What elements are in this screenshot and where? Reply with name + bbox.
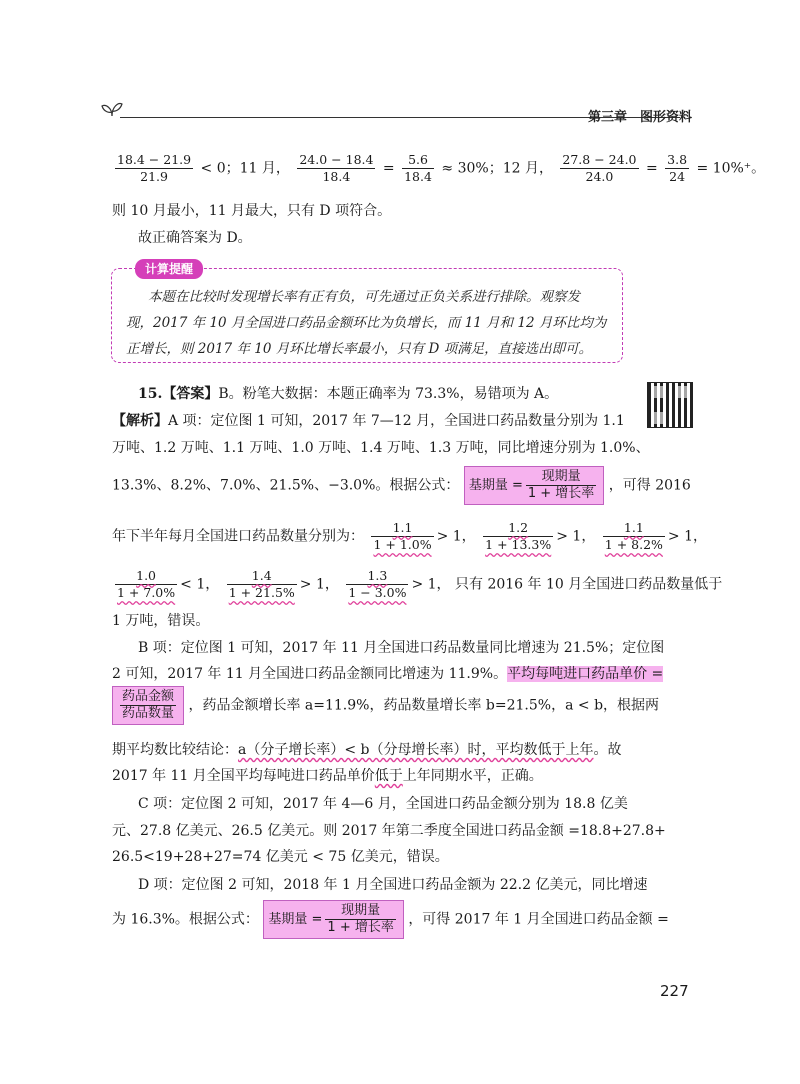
calc-reminder-line-3: 正增长，则 2017 年 10 月环比增长率最小，只有 D 项满足，直接选出即可。 [126,341,593,357]
fraction: $\frac{5.6}{18.4}$ [404,152,432,184]
q15-d1: D 项：定位图 2 可知，2018 年 1 月全国进口药品金额为 22.2 亿美元，同比增速 [138,877,648,893]
fraction: $\frac{1.2}{1 + 13.3\%}$ [485,520,552,552]
formula-box: $\frac{\text{药品金额}}{\text{药品数量}}$ [112,686,184,725]
fraction: $\frac{1.1}{1 + 1.0\%}$ [373,520,432,552]
highlight: 平均每吨进口药品单价 = [507,666,664,682]
calc-reminder-line-2: 现，2017 年 10 月全国进口药品金额环比为负增长，而 11 月和 12 月环比均为 [126,315,607,331]
q15-a4: 年下半年每月全国进口药品数量分别为： $\frac{1.1}{1 + 1.0\%}$ > 1， $\frac{1.2}{1 + 13.3\%}$ > 1， $\frac{1.1}{1 + 8.2\%}$ > 1， [112,520,708,552]
q15-b5: 2017 年 11 月全国平均每吨进口药品单价低于上年同期水平，正确。 [112,768,543,784]
page-number: 227 [660,982,689,1000]
fraction: $\frac{1.4}{1 + 21.5\%}$ [228,568,295,600]
q15-a5: $\frac{1.0}{1 + 7.0\%}$ < 1， $\frac{1.4}{1 + 21.5\%}$ > 1， $\frac{1.3}{1 - 3.0\%}$ > 1， 只有 2016 年 10 月全国进口药品数量低于 [117,568,723,600]
conclusion-line: 则 10 月最小，11 月最大，只有 D 项符合。 [112,203,392,219]
q15-c2: 元、27.8 亿美元、26.5 亿美元。则 2017 年第二季度全国进口药品金额 =18.8+27.8+ [112,823,666,839]
fraction: $\frac{3.8}{24}$ [667,152,688,184]
fraction: $\frac{18.4 - 21.9}{21.9}$ [117,152,192,184]
calc-reminder-line-1: 本题在比较时发现增长率有正有负，可先通过正负关系进行排除。观察发 [148,289,580,305]
fraction: $\frac{27.8 - 24.0}{24.0}$ [562,152,637,184]
q15-answer: 15.【答案】B。粉笔大数据：本题正确率为 73.3%，易错项为 A。 [138,386,559,402]
q15-a6: 1 万吨，错误。 [112,613,210,629]
fraction: $\frac{1.3}{1 - 3.0\%}$ [348,568,407,600]
fraction: $\frac{1.1}{1 + 8.2\%}$ [604,520,663,552]
q15-b1: B 项：定位图 1 可知，2017 年 11 月全国进口药品数量同比增速为 21.5%；定位图 [138,640,665,656]
fraction: $\frac{1.0}{1 + 7.0\%}$ [117,568,176,600]
q15-b3: $\frac{\text{药品金额}}{\text{药品数量}}$ ，药品金额增长率 a=11.9%，药品数量增长率 b=21.5%，a < b，根据两 [112,686,659,725]
formula-box: 基期量 = $\frac{\text{现期量}}{\text{1 + 增长率}}$ [263,900,403,939]
fraction: $\frac{24.0 - 18.4}{18.4}$ [299,152,374,184]
calc-reminder-tag: 计算提醒 [135,259,203,279]
q15-b4: 期平均数比较结论：a（分子增长率）< b（分母增长率）时，平均数低于上年。故 [112,742,622,758]
section-label: 图形资料 [640,110,693,125]
q15-a3: 13.3%、8.2%、7.0%、21.5%、−3.0%。根据公式： 基期量 = $\frac{\text{现期量}}{\text{1 + 增长率}}$ ，可得 2016 [112,466,691,505]
q15-d2: 为 16.3%。根据公式： 基期量 = $\frac{\text{现期量}}{\text{1 + 增长率}}$ ，可得 2017 年 1 月全国进口药品金额 = [112,900,669,939]
answer-line: 故正确答案为 D。 [138,230,252,246]
chapter-label: 第三章 [588,110,628,125]
qr-code-icon[interactable] [647,382,693,428]
q15-b2: 2 可知，2017 年 11 月全国进口药品金额同比增速为 11.9%。平均每吨进口药品单价 = [112,666,664,682]
q15-c1: C 项：定位图 2 可知，2017 年 4—6 月，全国进口药品金额分别为 18.8 亿美 [138,796,628,812]
q15-a2: 万吨、1.2 万吨、1.1 万吨、1.0 万吨、1.4 万吨、1.3 万吨，同比增速分别为 1.0%、 [112,440,650,456]
q15-c3: 26.5<19+28+27=74 亿美元 < 75 亿美元，错误。 [112,849,449,865]
top-calc-line: $\frac{18.4 - 21.9}{21.9}$ < 0；11 月， $\frac{24.0 - 18.4}{18.4}$ = $\frac{5.6}{18.4}$ ≈ 30%；12 月， $\frac{27.8 - 24.0}{24.0}$ = $\frac{3.8}{24}$ = 10%⁺。 [117,152,766,184]
q15-analysis-a1: 【解析】A 项：定位图 1 可知，2017 年 7—12 月，全国进口药品数量分别为 1.1 [112,413,625,429]
formula-box: 基期量 = $\frac{\text{现期量}}{\text{1 + 增长率}}$ [464,466,604,505]
